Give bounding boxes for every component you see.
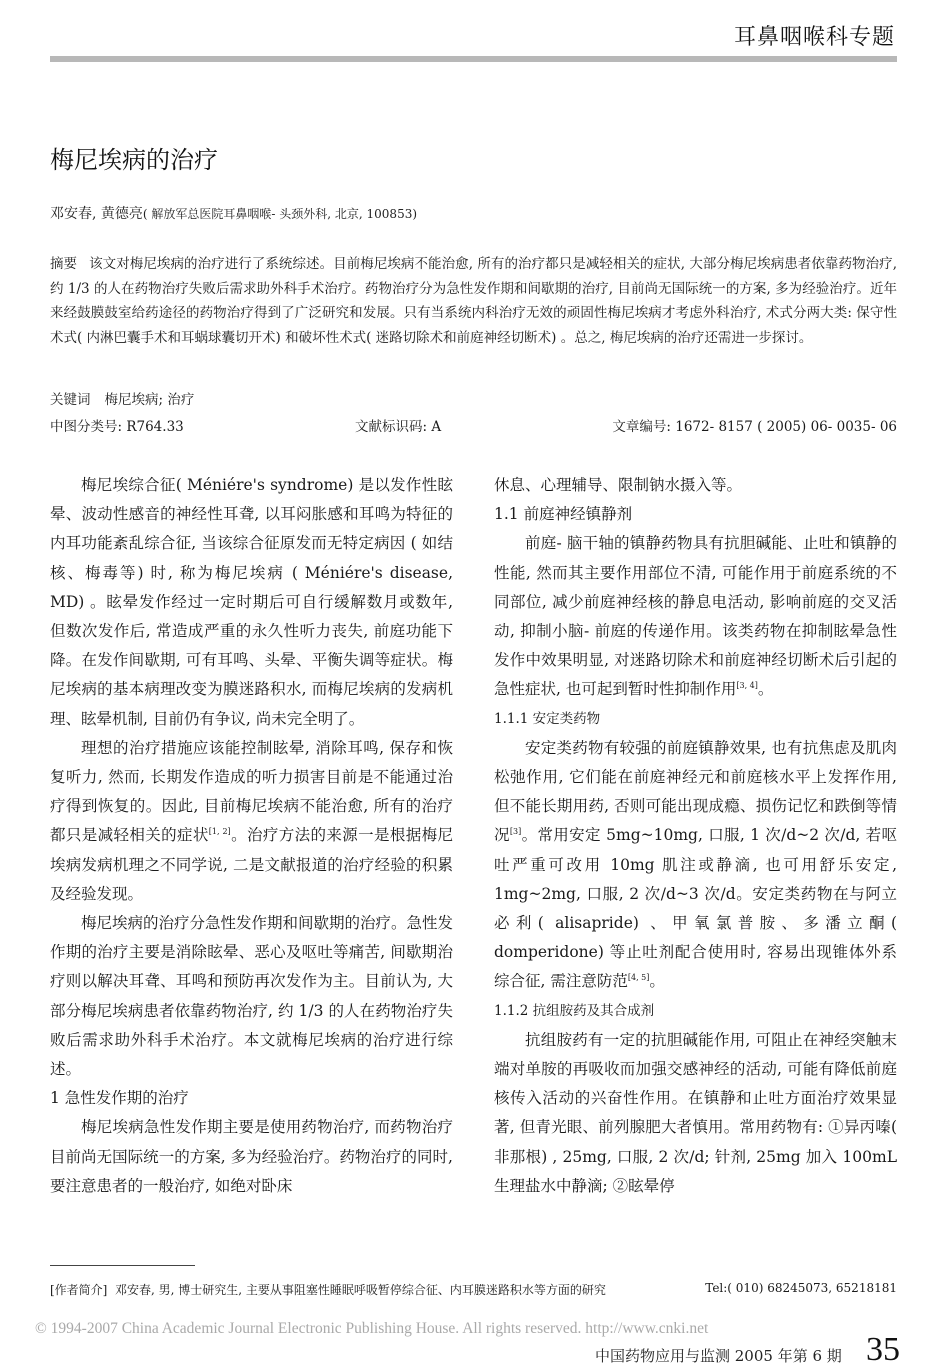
abstract-text: 该文对梅尼埃病的治疗进行了系统综述。目前梅尼埃病不能治愈, 所有的治疗都只是减轻相关的症状, 大部分梅尼埃病患者依靠药物治疗, 约 1/3 的人在药物治疗失败后需求助外科手术治疗。药物治疗分为急性发作期和间歇期的治疗, 目前尚无国际统一的方案, 多为经验治疗。近年来经鼓膜鼓室给药途径的药物治疗得到了广泛研究和发展。只有当系统内科治疗无效的顽固性梅尼埃病才考虑外科治疗, 术式分两大类: 保守性术式( 内淋巴囊手术和耳蜗球囊切开术) 和破坏性术式( 迷路切除术和前庭神经切断术) 。总之, 梅尼埃病的治疗还需进一步探讨。 <box>50 256 897 346</box>
paragraph <box>494 529 897 704</box>
abstract-label: 摘要 <box>50 256 78 272</box>
paragraph-text: 。治疗方法的来源一是根据梅尼埃病发病机理之不同学说, 二是文献报道的治疗经验的积累及经验发现。 <box>50 826 453 903</box>
footnote-label: [作者简介] <box>50 1283 108 1297</box>
section-heading: 1.1 前庭神经镇静剂 <box>494 505 633 524</box>
keywords <box>50 388 194 408</box>
paragraph-text: 。常用安定 5mg~10mg, 口服, 1 次/d~2 次/d, 若呕吐严重可改用 10mg 肌注或静滴, 也可用舒乐安定, 1mg~2mg, 口服, 2 次/d~3 次/d。安定类药物在与阿立必利( alisapride) 、甲氧氯普胺、多潘立酮( domperidone) 等止吐剂配合使用时, 容易出现锥体外系综合征, 需注意防范 <box>494 826 897 991</box>
document-code: 文献标识码: A <box>355 419 442 435</box>
paragraph: 抗组胺药有一定的抗胆碱能作用, 可阻止在神经突触末端对单胺的再吸收而加强交感神经的活动, 可能有降低前庭核传入活动的兴奋性作用。在镇静和止吐方面治疗效果显著, 但青光眼、前列腺肥大者慎用。常用药物有: ①异丙嗪( 非那根) , 25mg, 口服, 2 次/d; 针剂, 25mg 加入 100mL 生理盐水中静滴; ②眩晕停 <box>494 1030 897 1195</box>
journal-footer: 中国药物应用与监测 2005 年第 6 期 <box>595 1347 842 1365</box>
citation: [3] <box>509 827 522 837</box>
subsection-heading: 1.1.1 安定类药物 <box>494 710 601 727</box>
paragraph-text: 。 <box>757 680 774 699</box>
copyright-line: © 1994-2007 China Academic Journal Electronic Publishing House. All rights reserved. http://www.cnki.net <box>35 1320 709 1337</box>
author-names: 邓安春, 黄德亮 <box>50 206 143 222</box>
page-number: 35 <box>866 1331 900 1368</box>
body-column-left <box>50 471 453 1201</box>
header-rule <box>50 56 897 62</box>
keywords-label: 关键词 <box>50 392 91 408</box>
body-column-right <box>494 471 897 1201</box>
paragraph: 休息、心理辅导、限制钠水摄入等。 <box>494 476 743 494</box>
section-heading: 1 急性发作期的治疗 <box>50 1089 189 1108</box>
keywords-text: 梅尼埃病; 治疗 <box>104 392 195 408</box>
paragraph-text: 安定类药物有较强的前庭镇静效果, 也有抗焦虑及肌肉松弛作用, 它们能在前庭神经元和前庭核水平上发挥作用, 但不能长期用药, 否则可能出现成瘾、损伤记忆和跌倒等情况 <box>494 738 897 845</box>
author-line <box>50 203 417 223</box>
paragraph-text: 。 <box>649 972 665 991</box>
article-title: 梅尼埃病的治疗 <box>50 146 218 174</box>
citation: [1, 2] <box>208 827 231 837</box>
running-head: 耳鼻咽喉科专题 <box>733 25 895 50</box>
paragraph: 梅尼埃病急性发作期主要是使用药物治疗, 而药物治疗目前尚无国际统一的方案, 多为经验治疗。药物治疗的同时, 要注意患者的一般治疗, 如绝对卧床 <box>50 1118 453 1195</box>
classification-row <box>50 415 897 435</box>
clc-number: 中图分类号: R764.33 <box>50 419 184 435</box>
footnote-tel: Tel:( 010) 68245073, 65218181 <box>705 1281 897 1295</box>
paragraph: 梅尼埃综合征( Méniére's syndrome) 是以发作性眩晕、波动性感音的神经性耳聋, 以耳闷胀感和耳鸣为特征的内耳功能紊乱综合征, 当该综合征原发而无特定病因 ( 如结核、梅毒等) 时, 称为梅尼埃病 ( Méniére's disease, MD) 。眩晕发作经过一定时期后可自行缓解数月或数年, 但数次发作后, 常造成严重的永久性听力丧失, 前庭功能下降。在发作间歇期, 可有耳鸣、头晕、平衡失调等症状。梅尼埃病的基本病理改变为膜迷路积水, 而梅尼埃病的发病机理、眩晕机制, 目前仍有争议, 尚未完全明了。 <box>50 476 453 728</box>
article-number: 文章编号: 1672- 8157 ( 2005) 06- 0035- 06 <box>612 419 897 435</box>
citation: [3, 4] <box>736 681 758 691</box>
author-affiliation: ( 解放军总医院耳鼻咽喉- 头颈外科, 北京, 100853) <box>142 207 418 221</box>
paragraph: 梅尼埃病的治疗分急性发作期和间歇期的治疗。急性发作期的治疗主要是消除眩晕、恶心及呕吐等痛苦, 间歇期治疗则以解决耳聋、耳鸣和预防再次发作为主。目前认为, 大部分梅尼埃病患者依靠药物治疗, 约 1/3 的人在药物治疗失败后需求助外科手术治疗。本文就梅尼埃病的治疗进行综述。 <box>50 914 454 1079</box>
paragraph <box>494 734 897 997</box>
abstract <box>50 252 897 350</box>
paragraph-text: 前庭- 脑干轴的镇静药物具有抗胆碱能、止吐和镇静的性能, 然而其主要作用部位不清, 可能作用于前庭系统的不同部位, 减少前庭神经核的静息电活动, 影响前庭的交叉活动, 抑制小脑- 前庭的传递作用。该类药物在抑制眩晕急性发作中效果明显, 对迷路切除术和前庭神经切断术后引起的急性症状, 也可起到暂时性抑制作用 <box>494 534 897 699</box>
footnote-rule <box>50 1265 195 1266</box>
subsection-heading: 1.1.2 抗组胺药及其合成剂 <box>494 1002 655 1019</box>
paragraph <box>50 734 453 909</box>
paragraph-text: 理想的治疗措施应该能控制眩晕, 消除耳鸣, 保存和恢复听力, 然而, 长期发作造成的听力损害目前是不能通过治疗得到恢复的。因此, 目前梅尼埃病不能治愈, 所有的治疗都只是减轻相关的症状 <box>50 738 453 845</box>
citation: [4, 5] <box>627 973 650 983</box>
author-footnote <box>50 1281 897 1298</box>
footnote-text: 邓安春, 男, 博士研究生, 主要从事阻塞性睡眠呼吸暂停综合征、内耳膜迷路积水等方面的研究 <box>115 1283 606 1297</box>
